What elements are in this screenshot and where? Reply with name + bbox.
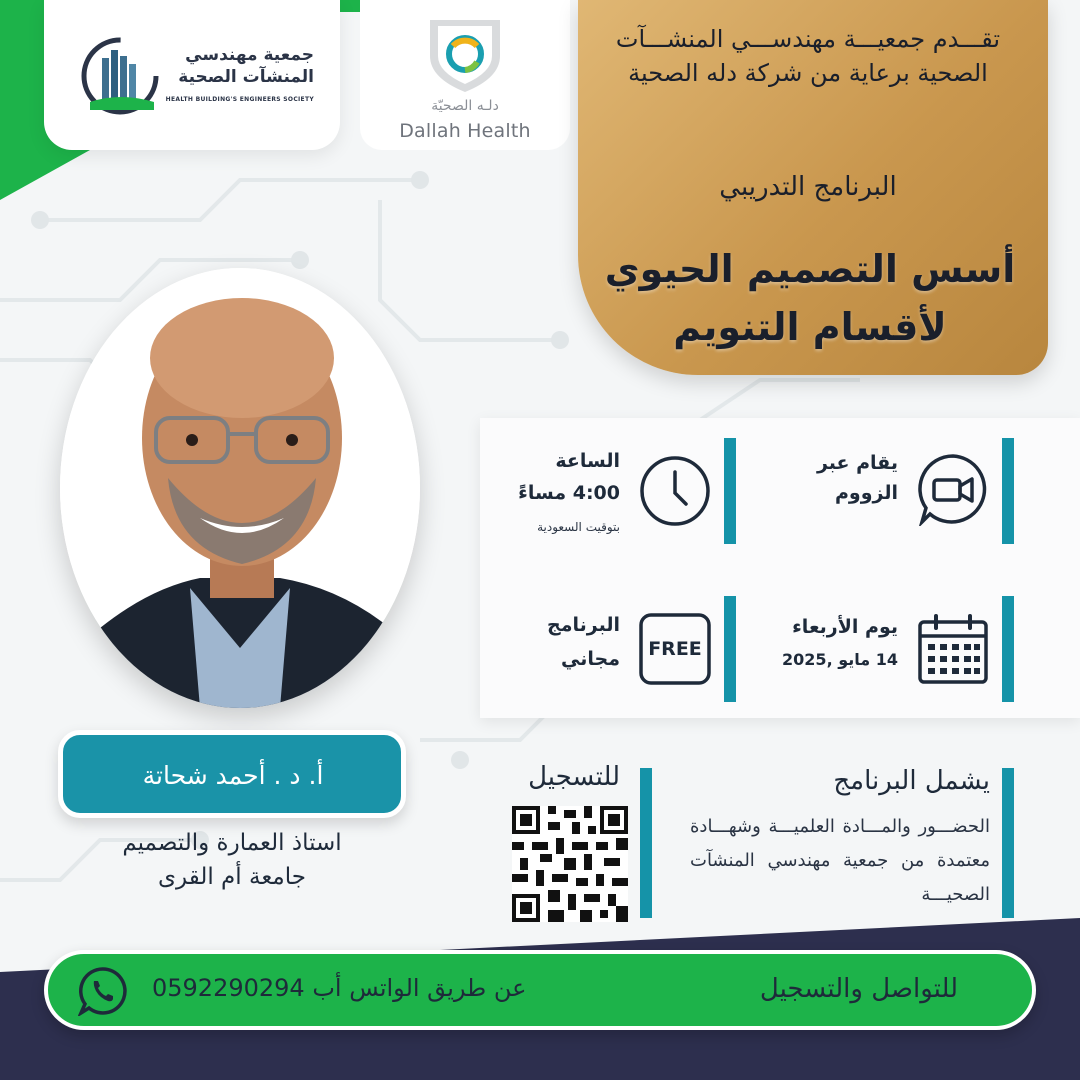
venue-title: يقام عبر [816, 452, 898, 474]
venue-value: الزووم [834, 482, 898, 504]
sponsor-name-ar: دلـه الصحيّة [431, 98, 499, 114]
program-title [590, 240, 1030, 356]
fee-title: البرنامج [547, 614, 620, 636]
registration-title: للتسجيل [528, 762, 620, 792]
contact-phone[interactable]: عن طريق الواتس أب 0592290294 [152, 974, 527, 1002]
registration-qr-code[interactable] [512, 806, 628, 922]
registration-accent-bar [640, 768, 652, 918]
contact-bar[interactable] [44, 950, 1036, 1030]
date-accent-bar [1002, 596, 1014, 702]
sponsor-logo-card [360, 0, 570, 150]
speaker-portrait [60, 268, 420, 708]
clock-icon [638, 454, 712, 528]
program-title-line2: لأقسام التنويم [673, 305, 947, 349]
speaker-role-line1: استاذ العمارة والتصميم [122, 830, 342, 856]
time-value: 4:00 مساءً [518, 482, 620, 504]
contact-label: للتواصل والتسجيل [759, 974, 958, 1004]
time-zone: بتوقيت السعودية [537, 520, 620, 534]
date-value: 14 مايو ,2025 [782, 650, 898, 669]
event-details-panel [480, 418, 1080, 718]
fee-accent-bar [724, 596, 736, 702]
speaker-name: أ. د . أحمد شحاتة [142, 761, 324, 790]
speaker-name-badge [58, 730, 406, 818]
includes-accent-bar [1002, 768, 1014, 918]
speaker-role [58, 826, 406, 894]
society-logo-card [44, 0, 340, 150]
program-label: البرنامج التدريبي [719, 172, 897, 202]
date-title: يوم الأربعاء [792, 616, 898, 638]
speaker-photo [60, 268, 420, 708]
program-header-panel [578, 0, 1048, 375]
includes-title: يشمل البرنامج [833, 766, 990, 796]
fee-value: مجاني [561, 648, 620, 670]
venue-accent-bar [1002, 438, 1014, 544]
includes-text: الحضـــور والمـــادة العلميـــة وشهـــادة معتمدة من جمعية مهندسي المنشآت الصحيـــة [690, 816, 990, 905]
society-name-en: HEALTH BUILDING'S ENGINEERS SOCIETY [165, 96, 314, 103]
sponsor-name-en: Dallah Health [399, 120, 531, 142]
whatsapp-icon[interactable] [78, 966, 128, 1016]
time-accent-bar [724, 438, 736, 544]
intro-text: تقـــدم جمعيـــة مهندســـي المنشـــآت الصحية برعاية من شركة دله الصحية [615, 25, 1001, 87]
speaker-role-line2: جامعة أم القرى [158, 864, 306, 890]
video-camera-icon [916, 452, 990, 526]
dallah-shield-icon [422, 14, 508, 94]
program-title-line1: أسس التصميم الحيوي [604, 247, 1016, 291]
free-badge-label: FREE [648, 638, 702, 660]
time-title: الساعة [555, 450, 620, 472]
society-name: جمعية مهندسي المنشآت الصحية [178, 45, 314, 87]
calendar-icon [916, 612, 990, 686]
